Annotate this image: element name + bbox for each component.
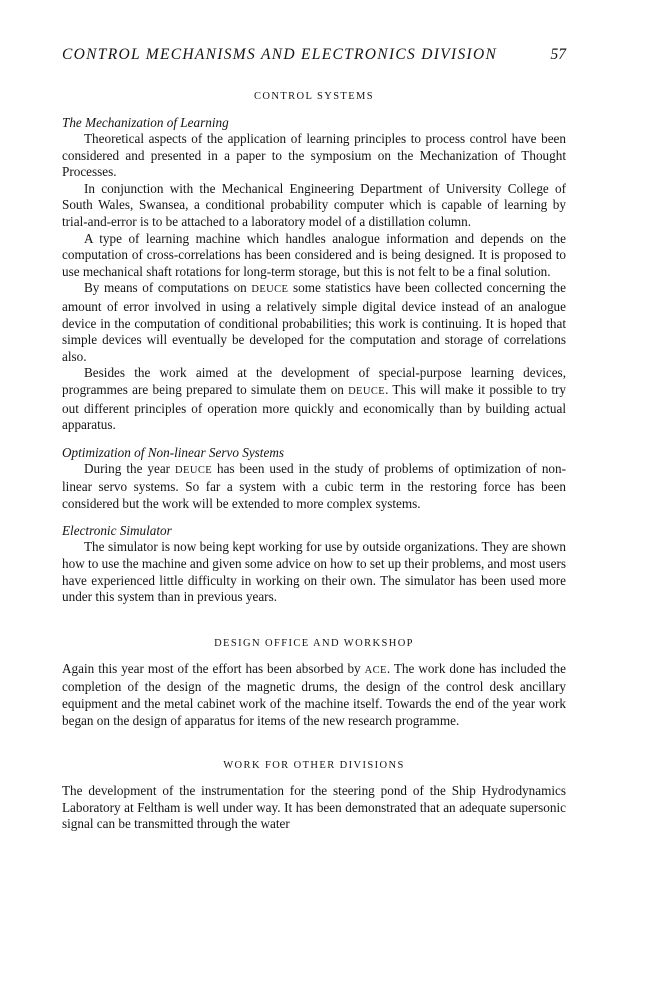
running-header [62, 46, 566, 64]
section-heading-design-office: DESIGN OFFICE AND WORKSHOP [214, 637, 414, 649]
subsection-optimization [62, 444, 566, 513]
text-run: Again this year most of the effort has been absorbed by [62, 660, 365, 676]
section-other-divisions [62, 760, 566, 833]
subsection-electronic-simulator [62, 522, 566, 605]
spacer [62, 616, 566, 638]
subsection-title: The Mechanization of Learning [62, 115, 229, 130]
paragraph [62, 461, 566, 513]
text-run: Besides the work aimed at the development of special-purpose learning devices, programmes are being prepared to simulate them on [62, 365, 566, 397]
paragraph [62, 280, 566, 365]
section-design-office [62, 638, 566, 729]
text-run: By means of computations on [84, 280, 252, 296]
text-run: During the year [84, 460, 176, 476]
small-caps-term: DEUCE [251, 284, 289, 296]
paragraph: Theoretical aspects of the application of learning principles to process control have been considered and presented in a paper to the symposium on the Mechanization of Thought Processes. [62, 131, 566, 180]
subsection-mechanization-of-learning [62, 114, 566, 434]
text-run: . This will make it possible to try out different principles of operation more quickly and economically than by building actual apparatus. [62, 381, 566, 433]
paragraph [62, 661, 566, 729]
spacer [62, 729, 566, 760]
section-heading-control-systems: CONTROL SYSTEMS [253, 91, 375, 102]
text-run: has been used in the study of problems of optimization of non-linear servo systems. So far a system with a cubic term in the restoring force has been considered but the work will be extended to more complex systems. [62, 460, 566, 511]
paragraph: A type of learning machine which handles analogue information and depends on the computation of cross-correlations has been considered and is being designed. It is proposed to use mechanical shaft rotations for long-term storage, but this is not felt to be a final solution. [62, 230, 566, 279]
small-caps-term: ACE [364, 664, 387, 676]
subsection-title: Optimization of Non-linear Servo Systems [62, 444, 284, 460]
small-caps-term: DEUCE [175, 464, 213, 476]
paragraph: In conjunction with the Mechanical Engineering Department of University College of South Wales, Swansea, a conditional probability computer which is capable of learning by trial-and-error is to be attached to a laboratory model of a distillation column. [62, 180, 566, 229]
paragraph [62, 365, 566, 433]
subsection-title: Electronic Simulator [62, 523, 172, 539]
paragraph: The simulator is now being kept working for use by outside organizations. They are shown how to use the machine and given some advice on how to set up their problems, and most users have experienced little difficulty in working on their own. The simulator has been used more under this system than in previous years. [62, 539, 566, 605]
document-page [62, 46, 566, 833]
section-heading-other-divisions: WORK FOR OTHER DIVISIONS [223, 760, 405, 772]
paragraph: The development of the instrumentation for the steering pond of the Ship Hydrodynamics Laboratory at Feltham is well under way. It has been demonstrated that an adequate supersonic signal can be transmitted through the water [62, 783, 566, 832]
section-control-systems [62, 91, 566, 606]
small-caps-term: DEUCE [348, 385, 386, 397]
page-number: 57 [550, 46, 566, 63]
text-run: some statistics have been collected concerning the amount of error involved in using a relatively simple digital device instead of an analogue device in the computation of conditional probabilities; this work is continuing. It is hoped that simple devices will eventually be developed for the computation and storage of correlations also. [62, 280, 566, 364]
text-run: . The work done has included the completion of the design of the magnetic drums, the design of the control desk ancillary equipment and the metal cabinet work of the machine itself. Towards the end of the year work began on the design of apparatus for items of the new research programme. [62, 660, 566, 728]
running-title: CONTROL MECHANISMS AND ELECTRONICS DIVISION [62, 46, 498, 63]
